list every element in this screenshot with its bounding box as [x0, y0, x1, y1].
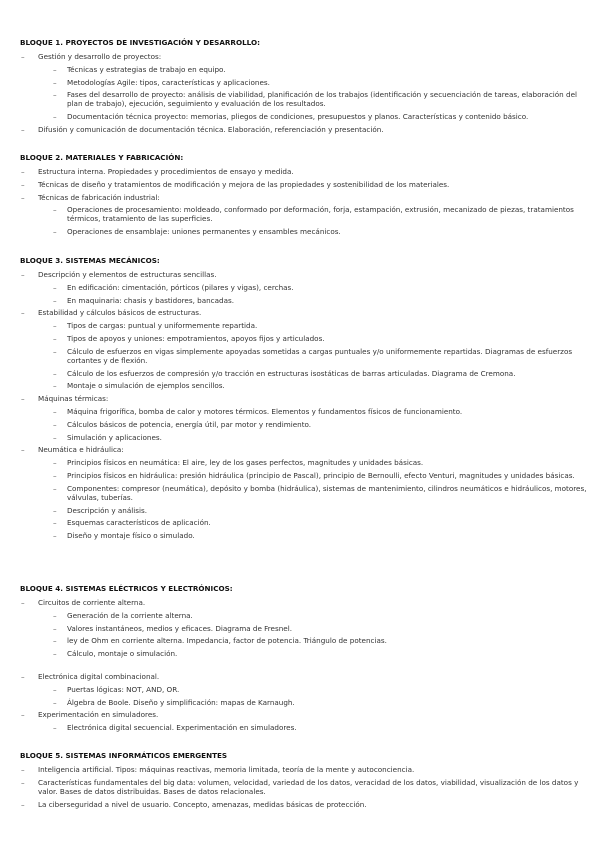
section-heading: BLOQUE 2. MATERIALES Y FABRICACIÓN:: [20, 153, 184, 162]
sub-list-item: Cálculo de esfuerzos en vigas simplemente apoyadas sometidas a cargas puntuales y/o uniformemente repartidas. Diagramas de esfuerzos cortantes y de flexión.: [67, 346, 573, 365]
bullet-dash: –: [53, 295, 57, 305]
section-heading: BLOQUE 3. SISTEMAS MECÁNICOS:: [20, 256, 160, 265]
list-item: Estabilidad y cálculos básicos de estructuras.: [38, 308, 202, 318]
sub-list-item: Documentación técnica proyecto: memorias, pliegos de condiciones, presupuestos y planos. Características y contenido básico.: [67, 112, 529, 122]
sub-list-item: Operaciones de ensamblaje: uniones permanentes y ensambles mecánicos.: [67, 227, 341, 237]
bullet-dash: –: [21, 445, 25, 455]
list-item: Técnicas de fabricación industrial:: [38, 192, 160, 202]
sub-list-item: Máquina frigorífica, bomba de calor y motores térmicos. Elementos y fundamentos físicos de funcionamiento.: [67, 407, 463, 416]
bullet-dash: –: [53, 505, 57, 515]
bullet-dash: –: [53, 205, 57, 215]
bullet-dash: –: [21, 308, 25, 318]
bullet-dash: –: [53, 334, 57, 343]
bullet-dash: –: [53, 321, 57, 331]
sub-list-item: Puertas lógicas: NOT, AND, OR.: [67, 684, 180, 694]
bullet-dash: –: [53, 282, 57, 292]
bullet-dash: –: [21, 167, 25, 176]
bullet-dash: –: [53, 649, 57, 659]
sub-list-item: Metodologías Agile: tipos, características y aplicaciones.: [67, 77, 270, 87]
sub-list-item: Componentes: compresor (neumática), depósito y bomba (hidráulica), sistemas de mantenimiento, cilindros neumáticos e hidráulicos, motores, válvulas, tuberías.: [67, 483, 587, 502]
bullet-dash: –: [53, 518, 57, 528]
bullet-dash: –: [53, 432, 57, 442]
bullet-dash: –: [21, 710, 25, 720]
bullet-dash: –: [53, 531, 57, 541]
sub-list-item: Álgebra de Boole. Diseño y simplificación: mapas de Karnaugh.: [67, 697, 295, 707]
sub-list-item: Simulación y aplicaciones.: [67, 432, 162, 442]
bullet-dash: –: [53, 636, 57, 646]
list-item: Difusión y comunicación de documentación técnica. Elaboración, referenciación y presentación.: [38, 125, 384, 134]
sub-list-item: Electrónica digital secuencial. Experimentación en simuladores.: [67, 723, 297, 733]
sub-list-item: Generación de la corriente alterna.: [67, 610, 193, 620]
list-item: Estructura interna. Propiedades y procedimientos de ensayo y medida.: [38, 167, 294, 176]
sub-list-item: En edificación: cimentación, pórticos (pilares y vigas), cerchas.: [67, 282, 294, 292]
bullet-dash: –: [53, 419, 57, 429]
sub-list-item: Valores instantáneos, medios y eficaces. Diagrama de Fresnel.: [67, 623, 292, 633]
bullet-dash: –: [21, 179, 25, 189]
bullet-dash: –: [21, 598, 25, 607]
sub-list-item: Cálculos básicos de potencia, energía útil, par motor y rendimiento.: [67, 419, 312, 429]
sub-list-item: Cálculo, montaje o simulación.: [67, 649, 178, 659]
bullet-dash: –: [21, 52, 25, 61]
bullet-dash: –: [53, 346, 57, 356]
bullet-dash: –: [53, 623, 57, 633]
list-item: Gestión y desarrollo de proyectos:: [38, 52, 162, 61]
bullet-dash: –: [53, 381, 57, 391]
sub-list-item: Cálculo de los esfuerzos de compresión y/o tracción en estructuras isostáticas de barras articuladas. Diagrama de Cremona.: [67, 368, 516, 378]
sub-list-item: En maquinaria: chasis y bastidores, bancadas.: [67, 295, 235, 305]
sub-list-item: Descripción y análisis.: [67, 505, 148, 515]
list-item: Máquinas térmicas:: [38, 394, 109, 404]
sub-list-item: ley de Ohm en corriente alterna. Impedancia, factor de potencia. Triángulo de potencias.: [67, 636, 387, 646]
list-item: Circuitos de corriente alterna.: [38, 598, 146, 607]
sub-list-item: Operaciones de procesamiento: moldeado, conformado por deformación, forja, estampación, extrusión, mecanizado de piezas, tratamientos térmicos, tratamiento de las superficies.: [67, 205, 574, 224]
bullet-dash: –: [21, 270, 25, 279]
bullet-dash: –: [53, 610, 57, 620]
bullet-dash: –: [21, 125, 25, 134]
list-item: La ciberseguridad a nivel de usuario. Concepto, amenazas, medidas básicas de protección.: [38, 799, 367, 809]
list-item: Inteligencia artificial. Tipos: máquinas reactivas, memoria limitada, teoría de la mente y autoconciencia.: [38, 765, 415, 774]
section-heading: BLOQUE 4. SISTEMAS ELÉCTRICOS Y ELECTRÓNICOS:: [20, 584, 233, 593]
sub-list-item: Tipos de apoyos y uniones: empotramientos, apoyos fijos y articulados.: [67, 334, 325, 343]
bullet-dash: –: [21, 394, 25, 404]
sub-list-item: Montaje o simulación de ejemplos sencillos.: [67, 381, 225, 391]
bullet-dash: –: [53, 697, 57, 707]
bullet-dash: –: [53, 684, 57, 694]
sub-list-item: Técnicas y estrategias de trabajo en equipo.: [67, 64, 226, 74]
bullet-dash: –: [53, 90, 57, 100]
bullet-dash: –: [53, 368, 57, 378]
bullet-dash: –: [53, 64, 57, 74]
bullet-dash: –: [53, 483, 57, 493]
bullet-dash: –: [53, 407, 57, 416]
bullet-dash: –: [53, 458, 57, 468]
list-item: Descripción y elementos de estructuras sencillas.: [38, 270, 217, 279]
list-item: Características fundamentales del big data: volumen, velocidad, variedad de los datos, veracidad de los datos, viabilidad, visualización de los datos y valor. Bases de datos distribuidas. Bases de datos relacionales.: [38, 777, 579, 796]
bullet-dash: –: [53, 227, 57, 237]
sub-list-item: Principios físicos en hidráulica: presión hidráulica (principio de Pascal), principio de Bernoulli, efecto Venturi, magnitudes y unidades básicas.: [67, 471, 575, 480]
sub-list-item: Diseño y montaje físico o simulado.: [67, 531, 195, 541]
sub-list-item: Esquemas característicos de aplicación.: [67, 518, 211, 528]
sub-list-item: Tipos de cargas: puntual y uniformemente repartida.: [67, 321, 258, 331]
sub-list-item: Principios físicos en neumática: El aire, ley de los gases perfectos, magnitudes y unidades básicas.: [67, 458, 424, 468]
bullet-dash: –: [21, 799, 25, 809]
bullet-dash: –: [53, 112, 57, 122]
section-heading: BLOQUE 1. PROYECTOS DE INVESTIGACIÓN Y DESARROLLO:: [20, 38, 260, 47]
bullet-dash: –: [53, 471, 57, 480]
bullet-dash: –: [53, 723, 57, 733]
bullet-dash: –: [21, 192, 25, 202]
sub-list-item: Fases del desarrollo de proyecto: análisis de viabilidad, planificación de los trabajos (identificación y secuenciación de tareas, elaboración del plan de trabajo), ejecución, seguimiento y evaluación de los resultados.: [67, 90, 577, 109]
bullet-dash: –: [53, 77, 57, 87]
bullet-dash: –: [21, 672, 25, 681]
list-item: Técnicas de diseño y tratamientos de modificación y mejora de las propiedades y sostenibilidad de los materiales.: [38, 179, 450, 189]
list-item: Electrónica digital combinacional.: [38, 672, 160, 681]
bullet-dash: –: [21, 765, 25, 774]
list-item: Neumática e hidráulica:: [38, 445, 124, 455]
bullet-dash: –: [21, 777, 25, 787]
list-item: Experimentación en simuladores.: [38, 710, 159, 720]
section-heading: BLOQUE 5. SISTEMAS INFORMÁTICOS EMERGENTES: [20, 751, 228, 760]
